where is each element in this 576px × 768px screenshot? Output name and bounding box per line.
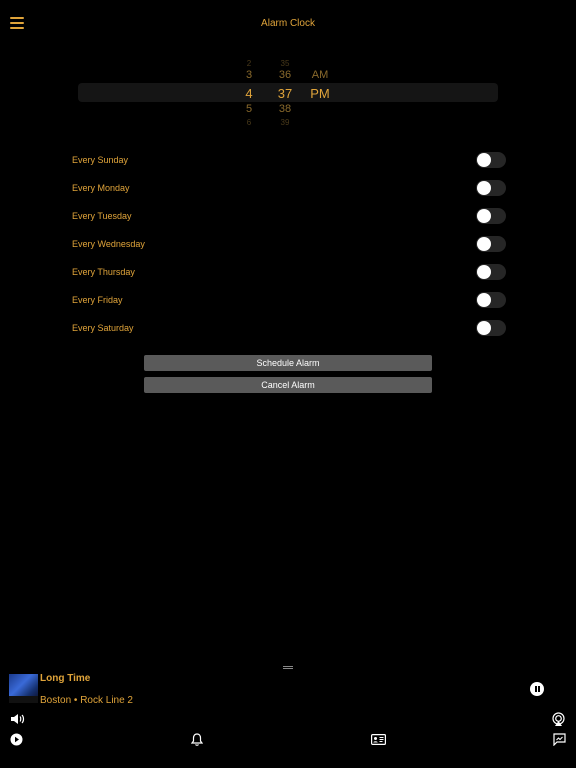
picker-hour-selected: 4 [245,86,253,101]
toggle-knob [477,293,491,307]
page-title: Alarm Clock [261,18,315,29]
toggle-sunday[interactable] [476,152,506,168]
day-row-sunday [72,152,506,172]
day-row-saturday [72,320,506,340]
time-picker[interactable] [0,58,576,128]
toggle-saturday[interactable] [476,320,506,336]
airplay-icon[interactable] [551,712,566,727]
play-circle-icon[interactable] [10,733,23,746]
picker-minute-above: 36 [278,69,292,81]
bell-icon[interactable] [191,733,203,746]
track-artist: Boston • Rock Line 2 [40,695,133,706]
toggle-knob [477,265,491,279]
picker-minute-below: 38 [278,103,292,115]
day-row-monday [72,180,506,200]
toggle-knob [477,153,491,167]
picker-period-selected: PM [310,86,330,101]
day-label: Every Tuesday [72,211,132,221]
schedule-alarm-button[interactable]: Schedule Alarm [144,355,432,371]
day-label: Every Saturday [72,323,134,333]
toggle-wednesday[interactable] [476,236,506,252]
message-icon[interactable] [553,733,566,746]
id-card-icon[interactable] [371,734,386,745]
picker-minute-selected: 37 [277,86,293,101]
day-row-tuesday [72,208,506,228]
picker-hour-below: 5 [245,103,253,115]
toggle-monday[interactable] [476,180,506,196]
cancel-alarm-button[interactable]: Cancel Alarm [144,377,432,393]
day-row-thursday [72,264,506,284]
track-title: Long Time [40,673,91,684]
day-label: Every Thursday [72,267,135,277]
pause-icon[interactable] [530,682,544,696]
picker-hour-far-below: 6 [246,118,252,127]
day-label: Every Monday [72,183,130,193]
day-label: Every Friday [72,295,123,305]
speaker-icon[interactable] [10,712,25,726]
picker-minute-far-above: 35 [280,59,290,68]
picker-period-above: AM [311,69,329,81]
toggle-knob [477,237,491,251]
picker-hour-far-above: 2 [246,59,252,68]
picker-hour-above: 3 [245,69,253,81]
day-label: Every Sunday [72,155,129,165]
toggle-friday[interactable] [476,292,506,308]
toggle-thursday[interactable] [476,264,506,280]
toggle-knob [477,321,491,335]
drawer-handle[interactable] [283,666,293,669]
toggle-tuesday[interactable] [476,208,506,224]
album-artwork[interactable] [9,674,38,703]
picker-minute-far-below: 39 [280,118,290,127]
day-row-friday [72,292,506,312]
toggle-knob [477,209,491,223]
toggle-knob [477,181,491,195]
day-label: Every Wednesday [72,239,145,249]
day-row-wednesday [72,236,506,256]
